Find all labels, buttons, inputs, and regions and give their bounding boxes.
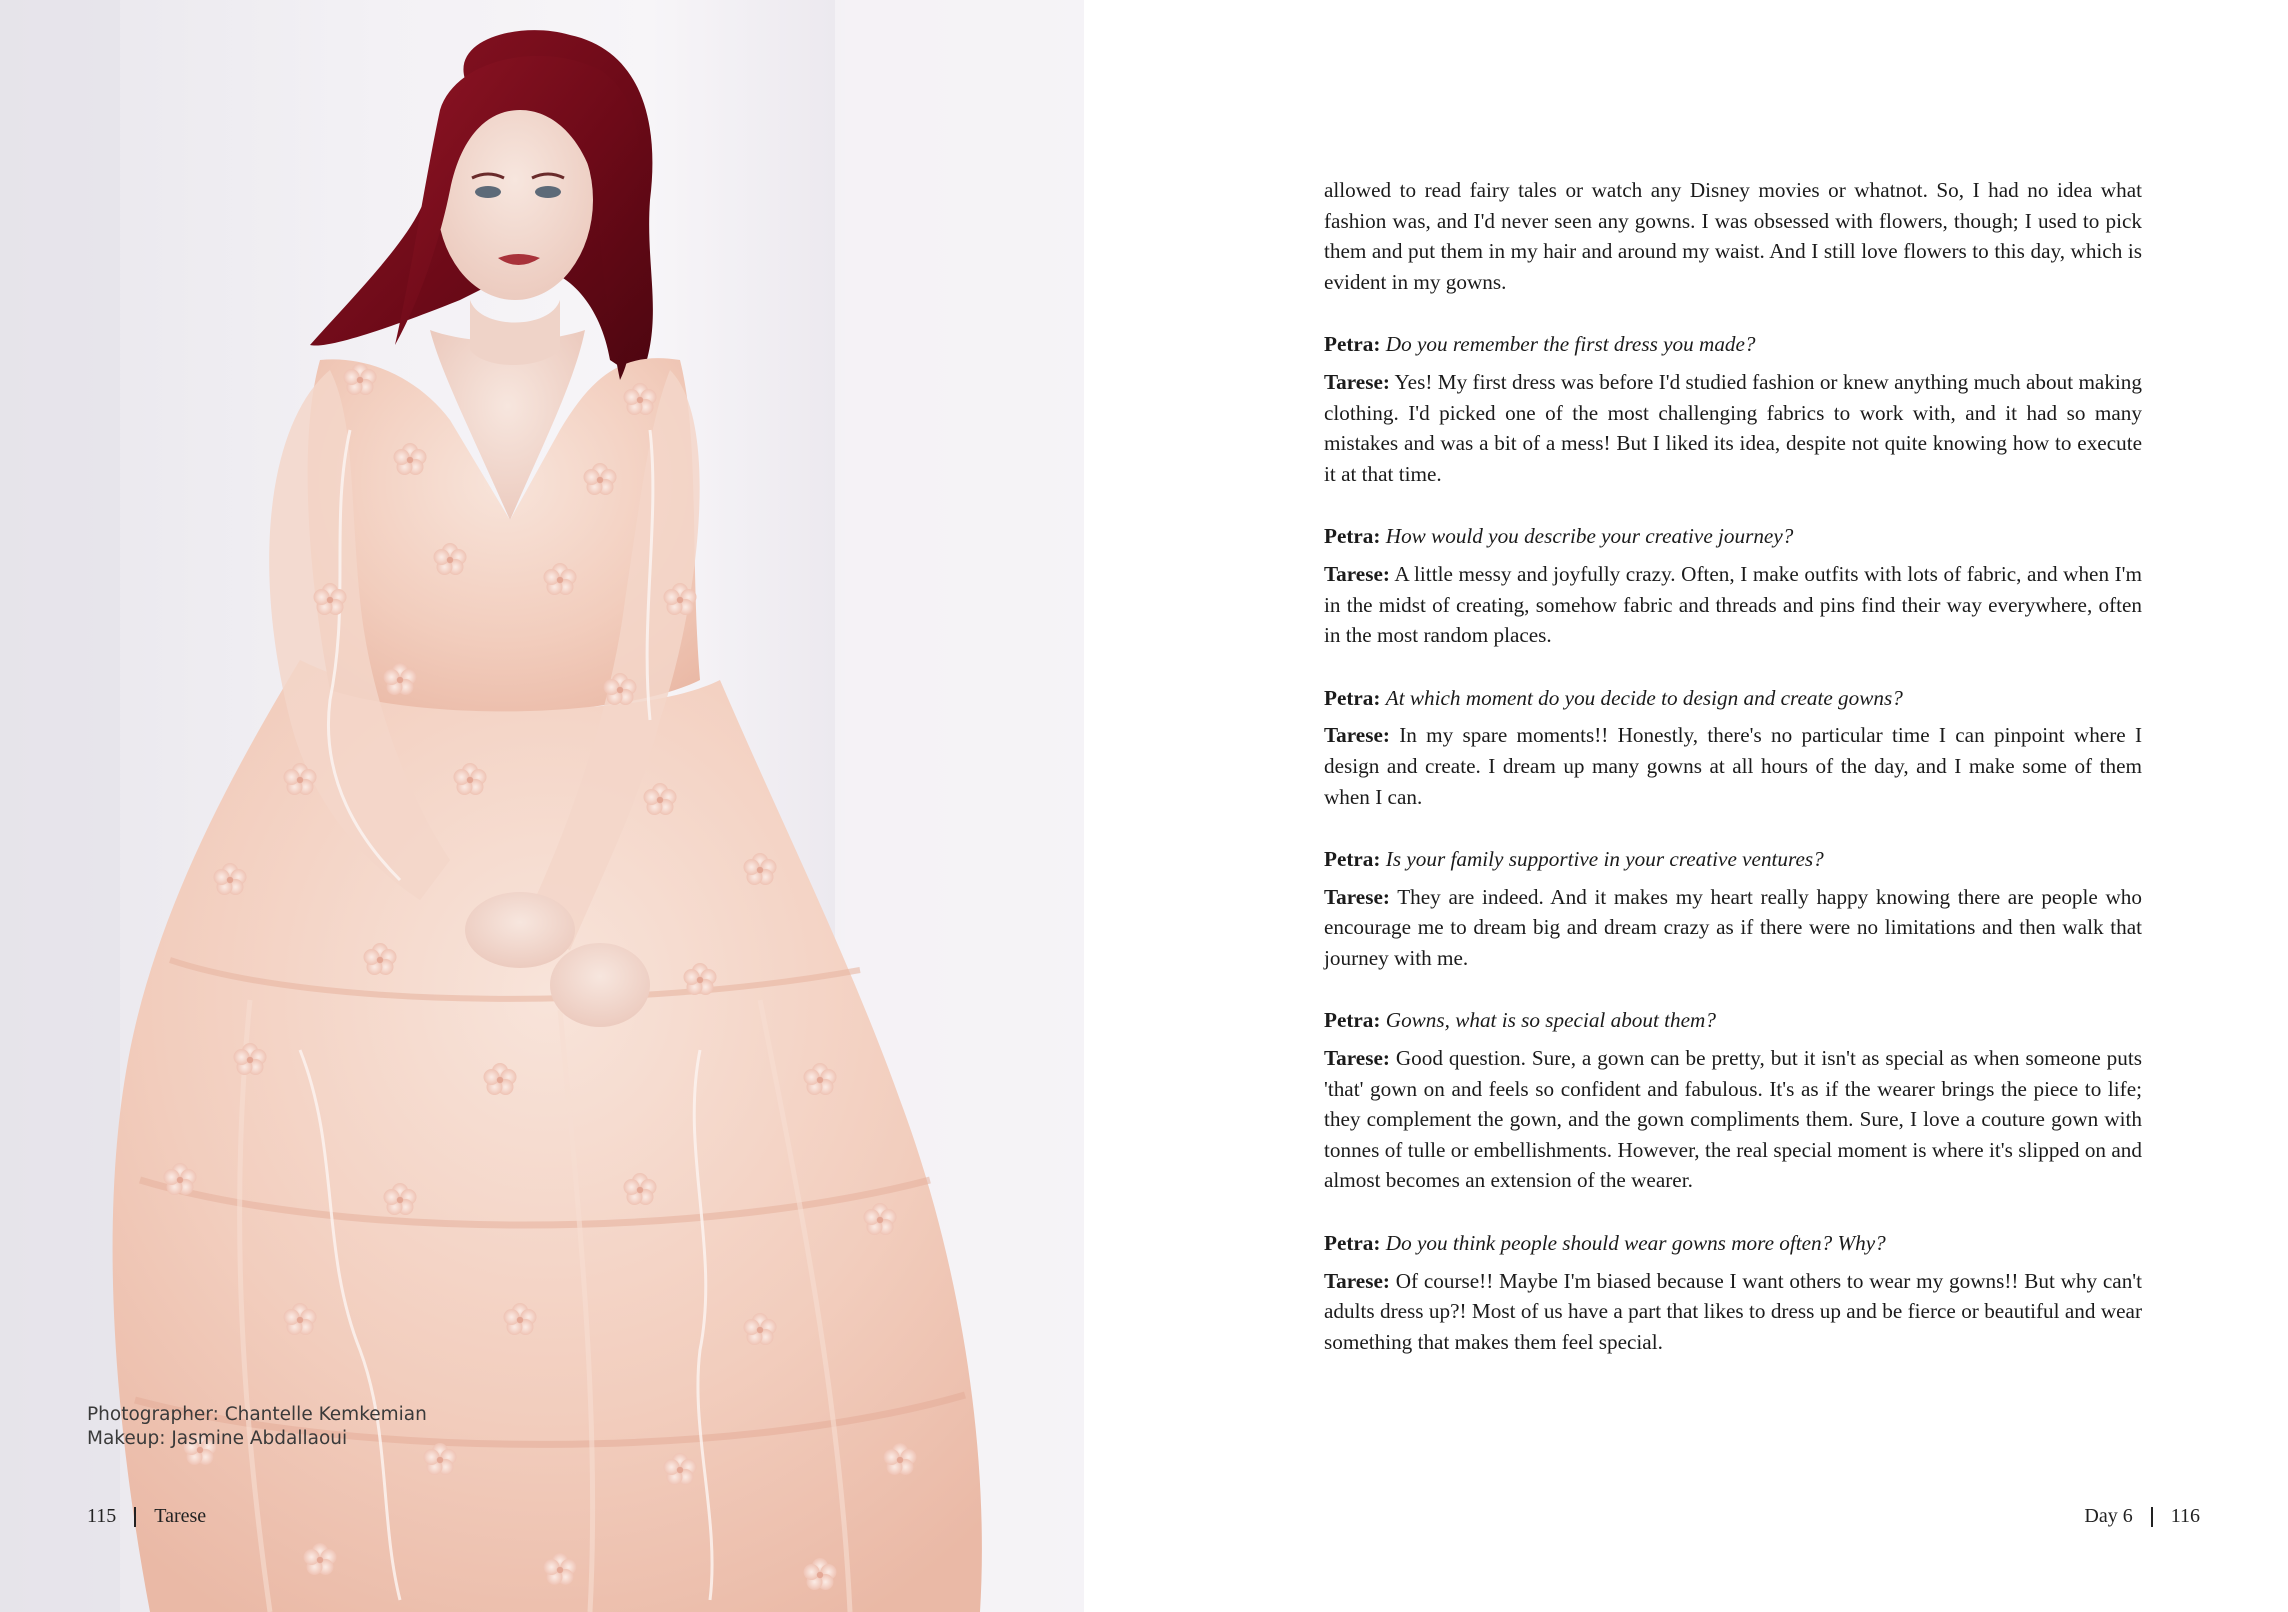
answer-text: A little messy and joyfully crazy. Often, I make outfits with lots of fabric, and when I'm in the midst of creating, somehow fabric and threads and pins find their way everywhere, often in the most random places. [1324,561,2142,648]
question-1 [1324,329,2142,360]
question-2 [1324,521,2142,552]
question-text: How would you describe your creative journey? [1385,524,1794,549]
interviewer-label: Petra: [1324,1231,1381,1256]
answer-6 [1324,1266,2142,1358]
question-text: Do you remember the first dress you made? [1385,332,1756,357]
question-text: Do you think people should wear gowns more often? Why? [1385,1231,1886,1256]
left-page [0,0,1084,1612]
question-5 [1324,1005,2142,1036]
folio-divider [2151,1507,2153,1527]
photo-credits [87,1403,427,1451]
answer-2 [1324,559,2142,651]
photographer-credit: Photographer: Chantelle Kemkemian [87,1404,427,1425]
question-4 [1324,844,2142,875]
answer-4 [1324,882,2142,974]
interviewer-label: Petra: [1324,524,1381,549]
page-number-left: 115 [87,1505,117,1527]
answer-3 [1324,720,2142,812]
makeup-credit: Makeup: Jasmine Abdallaoui [87,1428,348,1449]
interview-article [1324,175,2142,1389]
fashion-photo [0,0,1084,1612]
answer-5 [1324,1043,2142,1196]
respondent-label: Tarese: [1324,884,1390,909]
question-text: At which moment do you decide to design and create gowns? [1385,685,1903,710]
answer-1 [1324,367,2142,489]
question-text: Is your family supportive in your creative ventures? [1385,847,1824,872]
right-page [1084,0,2288,1612]
running-head-right: Day 6 [2084,1505,2133,1527]
answer-text: They are indeed. And it makes my heart really happy knowing there are people who encourage me to dream big and dream crazy as if there were no limitations and then walk that journey with me. [1324,884,2142,970]
folio-left [87,1505,206,1528]
question-6 [1324,1228,2142,1259]
answer-text: Of course!! Maybe I'm biased because I want others to wear my gowns!! But why can't adults dress up?! Most of us have a part that likes to dress up and be fierce or beautiful and wear something that makes them feel special. [1324,1268,2143,1354]
page-number-right: 116 [2170,1505,2200,1527]
interviewer-label: Petra: [1324,847,1381,872]
interviewer-label: Petra: [1324,1008,1381,1033]
respondent-label: Tarese: [1324,1268,1390,1293]
respondent-label: Tarese: [1324,369,1390,394]
answer-text: Yes! My first dress was before I'd studied fashion or knew anything much about making clothing. I'd picked one of the most challenging fabrics to work with, and it had so many mistakes and was a bit of a mess! But I liked its idea, despite not quite knowing how to execute it at that time. [1324,369,2142,486]
answer-text: Good question. Sure, a gown can be pretty, but it isn't as special as when someone puts 'that' gown on and feels so confident and fabulous. It's as if the wearer brings the piece to life; they complement the gown, and the gown compliments them. Sure, I love a couture gown with tonnes of tulle or embellishments. However, the real special moment is where it's slipped on and almost becomes an extension of the wearer. [1324,1046,2142,1193]
respondent-label: Tarese: [1324,723,1390,748]
running-head-left: Tarese [154,1505,207,1527]
interviewer-label: Petra: [1324,332,1381,357]
question-text: Gowns, what is so special about them? [1385,1008,1716,1033]
interviewer-label: Petra: [1324,685,1381,710]
respondent-label: Tarese: [1324,561,1390,586]
question-3 [1324,683,2142,714]
folio-divider [134,1507,136,1527]
folio-right [2084,1505,2200,1528]
respondent-label: Tarese: [1324,1046,1390,1071]
intro-paragraph: allowed to read fairy tales or watch any Disney movies or whatnot. So, I had no idea what fashion was, and I'd never seen any gowns. I was obsessed with flowers, though; I used to pick them and put them in my hair and around my waist. And I still love flowers to this day, which is evident in my gowns. [1324,178,2142,294]
answer-text: In my spare moments!! Honestly, there's no particular time I can pinpoint where I design and create. I dream up many gowns at all hours of the day, and I make some of them when I can. [1324,723,2143,809]
